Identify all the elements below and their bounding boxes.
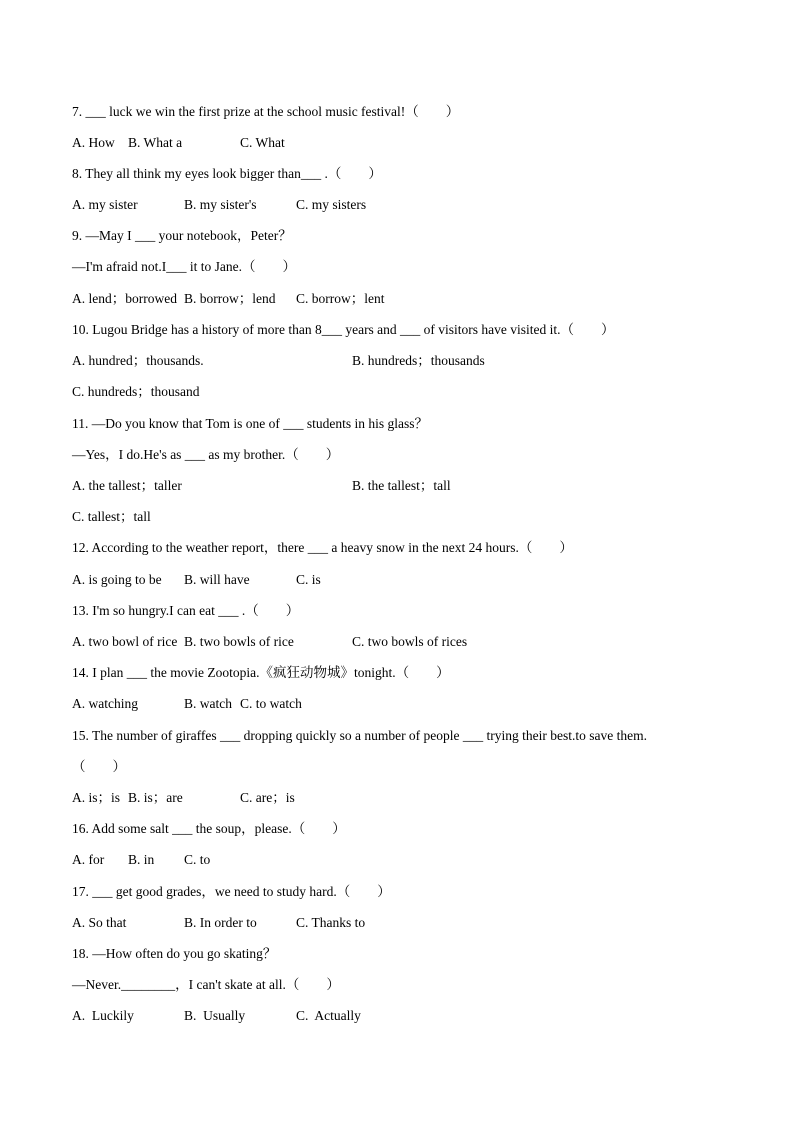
question-12-option-a: A. is going to be bbox=[72, 572, 162, 587]
question-13-option-a: A. two bowl of rice bbox=[72, 634, 178, 649]
question-18-option-a: A. Luckily bbox=[72, 1008, 134, 1023]
question-7-stem: 7. ___ luck we win the first prize at the school music festival!（ ） bbox=[72, 104, 460, 119]
question-11-stem-line-2: —Yes，I do.He's as ___ as my brother.（ ） bbox=[72, 447, 340, 462]
question-9-option-b: B. borrow；lend bbox=[184, 291, 276, 306]
question-9-stem: 9. —May I ___ your notebook，Peter？ bbox=[72, 228, 292, 243]
question-15-option-c: C. are；is bbox=[240, 790, 295, 805]
question-16-option-a: A. for bbox=[72, 852, 105, 867]
question-11-option-b: B. the tallest；tall bbox=[352, 478, 451, 493]
question-8-option-a: A. my sister bbox=[72, 197, 138, 212]
question-16-option-c: C. to bbox=[184, 852, 211, 867]
question-13-option-c: C. two bowls of rices bbox=[352, 634, 468, 649]
question-17-option-c: C. Thanks to bbox=[296, 915, 366, 930]
question-9-option-a: A. lend；borrowed bbox=[72, 291, 177, 306]
question-14-stem: 14. I plan ___ the movie Zootopia.《疯狂动物城》tonight.（ ） bbox=[72, 665, 450, 680]
question-10-option-c: C. hundreds；thousand bbox=[72, 384, 200, 399]
question-13-option-b: B. two bowls of rice bbox=[184, 634, 294, 649]
question-8-option-b: B. my sister's bbox=[184, 197, 257, 212]
question-11-option-a: A. the tallest；taller bbox=[72, 478, 182, 493]
question-14-option-a: A. watching bbox=[72, 696, 138, 711]
question-13-stem: 13. I'm so hungry.I can eat ___ .（ ） bbox=[72, 603, 300, 618]
question-17-option-b: B. In order to bbox=[184, 915, 257, 930]
question-15-option-a: A. is；is bbox=[72, 790, 121, 805]
question-8-stem: 8. They all think my eyes look bigger than___ .（ ） bbox=[72, 166, 382, 181]
question-17-stem: 17. ___ get good grades，we need to study hard.（ ） bbox=[72, 884, 391, 899]
question-10-option-b: B. hundreds；thousands bbox=[352, 353, 485, 368]
question-14-option-b: B. watch bbox=[184, 696, 232, 711]
question-18-stem-line-2: —Never.________，I can't skate at all.（ ） bbox=[72, 977, 340, 992]
question-18-option-b: B. Usually bbox=[184, 1008, 246, 1023]
question-10-stem: 10. Lugou Bridge has a history of more than 8___ years and ___ of visitors have visited it.（ ） bbox=[72, 322, 615, 337]
question-17-option-a: A. So that bbox=[72, 915, 127, 930]
question-7-option-b: B. What a bbox=[128, 135, 183, 150]
question-7-option-c: C. What bbox=[240, 135, 285, 150]
question-8-option-c: C. my sisters bbox=[296, 197, 367, 212]
question-18-stem: 18. —How often do you go skating？ bbox=[72, 946, 277, 961]
question-7-option-a: A. How bbox=[72, 135, 115, 150]
question-12-option-c: C. is bbox=[296, 572, 321, 587]
question-12-stem: 12. According to the weather report，there ___ a heavy snow in the next 24 hours.（ ） bbox=[72, 540, 573, 555]
question-16-option-b: B. in bbox=[128, 852, 155, 867]
question-10-option-a: A. hundred；thousands. bbox=[72, 353, 204, 368]
question-16-stem: 16. Add some salt ___ the soup，please.（ ） bbox=[72, 821, 346, 836]
question-15-stem: 15. The number of giraffes ___ dropping quickly so a number of people ___ trying their best.to save them. bbox=[72, 728, 648, 743]
question-14-option-c: C. to watch bbox=[240, 696, 302, 711]
question-9-stem-line-2: —I'm afraid not.I___ it to Jane.（ ） bbox=[72, 259, 297, 274]
question-15-option-b: B. is；are bbox=[128, 790, 183, 805]
question-18-option-c: C. Actually bbox=[296, 1008, 361, 1023]
question-15-stem-line-2: （ ） bbox=[72, 759, 126, 774]
question-12-option-b: B. will have bbox=[184, 572, 250, 587]
question-11-stem: 11. —Do you know that Tom is one of ___ students in his glass？ bbox=[72, 416, 429, 431]
question-11-option-c: C. tallest；tall bbox=[72, 509, 151, 524]
question-9-option-c: C. borrow；lent bbox=[296, 291, 385, 306]
